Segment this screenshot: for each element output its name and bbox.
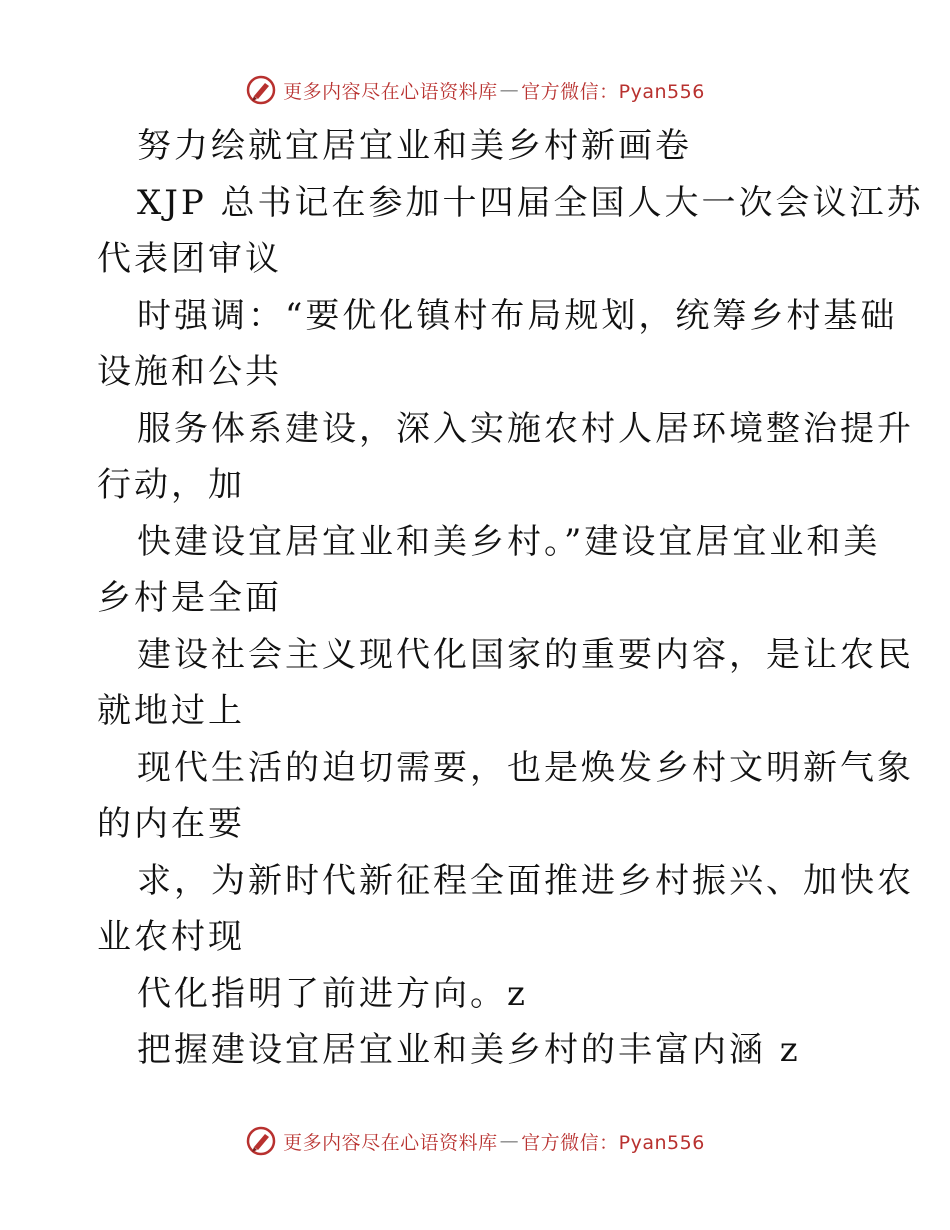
doc-line: 现代生活的迫切需要，也是焕发乡村文明新气象: [137, 747, 914, 788]
document-body: [97, 118, 924, 1079]
doc-line: 努力绘就宜居宜业和美乡村新画卷: [137, 126, 692, 166]
footer-watermark: [0, 1123, 950, 1159]
doc-line: 时强调：“要优化镇村布局规划，统筹乡村基础: [137, 295, 898, 336]
watermark-text: 更多内容尽在心语资料库: [283, 80, 498, 103]
watermark-wechat: 官方微信：Pyan556: [521, 1131, 705, 1154]
doc-line: 服务体系建设，深入实施农村人居环境整治提升: [137, 408, 914, 449]
watermark-separator: —: [499, 79, 520, 101]
doc-line: 代化指明了前进方向。z: [137, 973, 528, 1014]
doc-line: 乡村是全面: [97, 578, 282, 618]
doc-line: XJP 总书记在参加十四届全国人大一次会议江苏: [137, 182, 924, 223]
doc-line: 业农村现: [97, 917, 245, 957]
doc-line: 就地过上: [97, 691, 245, 731]
watermark-text: 更多内容尽在心语资料库: [283, 1131, 498, 1154]
doc-line: 代表团审议: [97, 239, 282, 279]
doc-line: 快建设宜居宜业和美乡村。”建设宜居宜业和美: [137, 521, 881, 562]
watermark-wechat: 官方微信：Pyan556: [521, 80, 705, 103]
doc-line: 求，为新时代新征程全面推进乡村振兴、加快农: [137, 860, 914, 901]
watermark-separator: —: [499, 1130, 520, 1152]
header-watermark: [0, 72, 950, 108]
doc-line: 把握建设宜居宜业和美乡村的丰富内涵 z: [137, 1030, 801, 1070]
pen-logo-icon: [245, 1125, 277, 1157]
doc-line: 建设社会主义现代化国家的重要内容，是让农民: [137, 634, 914, 675]
doc-line: 行动，加: [97, 465, 245, 505]
doc-line: 设施和公共: [97, 352, 282, 392]
doc-line: 的内在要: [97, 804, 245, 844]
pen-logo-icon: [245, 74, 277, 106]
